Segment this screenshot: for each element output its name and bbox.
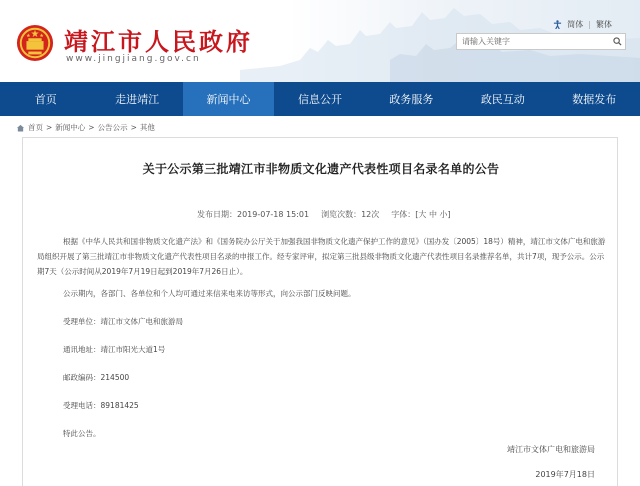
home-icon bbox=[16, 124, 25, 132]
nav-item-about-jingjiang[interactable]: 走进靖江 bbox=[115, 93, 160, 106]
article-panel bbox=[22, 137, 618, 486]
article-paragraph-intro: 根据《中华人民共和国非物质文化遗产法》和《国务院办公厅关于加强我国非物质文化遗产保护工作的意见》（国办发〔2005〕18号）精神，靖江市文体广电和旅游局组织开展了第三批靖江市非物质文化遗产代表性项目名录的申报工作。经专家评审，拟定第三批县级非物质文化遗产代表性项目名录推荐名单，共计7项，现予公示。公示期7天（公示时间从2019年7月19日起到2019年7月26日止）。 bbox=[37, 237, 606, 276]
breadcrumb-other[interactable]: 其他 bbox=[139, 123, 155, 132]
search-input[interactable] bbox=[457, 34, 609, 49]
breadcrumb-separator: > bbox=[46, 123, 53, 132]
article-title: 关于公示第三批靖江市非物质文化遗产代表性项目名录名单的公告 bbox=[142, 162, 500, 176]
article-meta bbox=[197, 209, 451, 220]
article-body bbox=[37, 234, 609, 448]
font-size-small-button[interactable]: 小 bbox=[439, 210, 448, 219]
nav-item-news-center[interactable]: 新闻中心 bbox=[183, 82, 274, 116]
site-url: www.jingjiang.gov.cn bbox=[66, 54, 201, 64]
nav-item-public-interaction[interactable]: 政民互动 bbox=[480, 93, 525, 106]
lang-traditional-link[interactable]: 繁体 bbox=[596, 20, 612, 29]
font-size-label: 字体：[ bbox=[391, 210, 419, 219]
font-size-large-button[interactable]: 大 bbox=[418, 210, 427, 219]
breadcrumb-news-center[interactable]: 新闻中心 bbox=[55, 123, 86, 132]
search-button[interactable] bbox=[609, 34, 625, 49]
issuer-signature: 靖江市文体广电和旅游局 bbox=[507, 445, 595, 454]
breadcrumb-announcements[interactable]: 公告公示 bbox=[97, 123, 128, 132]
closing-statement: 特此公告。 bbox=[63, 429, 101, 438]
font-size-controls bbox=[391, 209, 450, 220]
accessibility-icon[interactable] bbox=[553, 20, 562, 29]
contact-phone: 受理电话：89181425 bbox=[63, 401, 139, 410]
accepting-unit: 受理单位：靖江市文体广电和旅游局 bbox=[63, 317, 183, 326]
font-size-medium-button[interactable]: 中 bbox=[428, 210, 437, 219]
site-name: 靖江市人民政府 bbox=[64, 27, 253, 56]
search-icon bbox=[613, 37, 622, 46]
mailing-address: 通讯地址：靖江市阳光大道1号 bbox=[63, 345, 166, 354]
breadcrumb-separator: > bbox=[88, 123, 95, 132]
breadcrumb-home[interactable]: 首页 bbox=[28, 123, 43, 132]
site-header bbox=[0, 0, 640, 82]
issue-date: 2019年7月18日 bbox=[535, 470, 595, 479]
article-paragraph-feedback: 公示期内，各部门、各单位和个人均可通过来信来电来访等形式，向公示部门反映问题。 bbox=[63, 289, 356, 298]
lang-simplified-link[interactable]: 简体 bbox=[567, 20, 584, 29]
breadcrumb-separator: > bbox=[130, 123, 137, 132]
lang-separator: | bbox=[588, 20, 591, 29]
nav-item-gov-services[interactable]: 政务服务 bbox=[389, 93, 434, 106]
language-switcher bbox=[553, 19, 612, 30]
search-box bbox=[456, 33, 626, 50]
national-emblem-logo bbox=[16, 24, 54, 62]
nav-item-data-release[interactable]: 数据发布 bbox=[572, 93, 617, 106]
publish-time: 发布日期：2019-07-18 15:01 bbox=[197, 210, 310, 219]
font-size-close-bracket: ] bbox=[447, 210, 451, 219]
nav-item-home[interactable]: 首页 bbox=[34, 93, 57, 106]
breadcrumb bbox=[16, 122, 155, 133]
nav-item-info-disclosure[interactable]: 信息公开 bbox=[297, 93, 342, 106]
main-navigation bbox=[0, 82, 640, 116]
view-count: 浏览次数：12次 bbox=[321, 210, 380, 219]
postal-code: 邮政编码：214500 bbox=[63, 373, 130, 382]
